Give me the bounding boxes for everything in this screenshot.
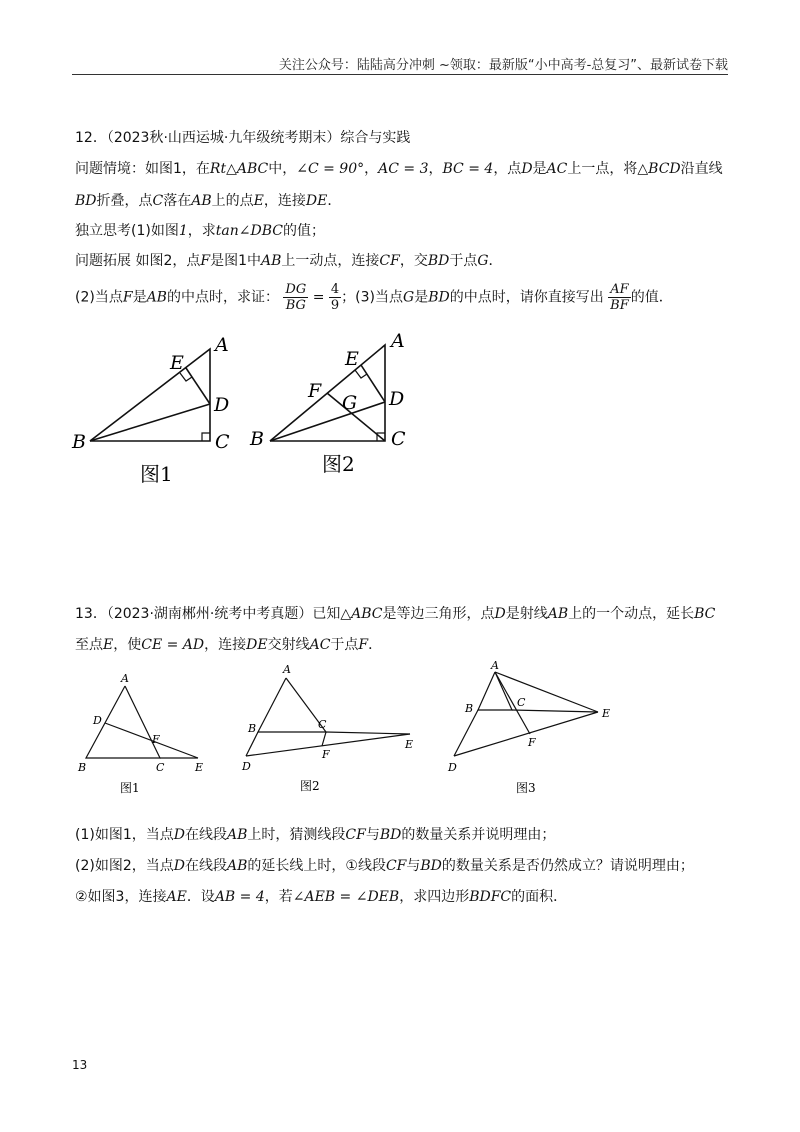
page-header: 关注公众号：陆陆高分冲刺 ~领取：最新版“小中高考-总复习”、最新试卷下载 — [278, 58, 728, 73]
math: △BCD — [637, 161, 681, 177]
math: AC — [309, 637, 331, 653]
label-f: F — [308, 380, 322, 402]
segment-bd — [270, 402, 385, 441]
q13-part1 — [75, 824, 555, 844]
text: (1)如图1，当点 — [75, 827, 174, 843]
caption-fig3: 图3 — [516, 781, 536, 795]
numerator: 4 — [330, 282, 340, 297]
math: BD — [420, 858, 442, 874]
text: ，点 — [493, 161, 522, 177]
caption-fig2: 图2 — [300, 779, 320, 793]
q12-figure-1 — [60, 325, 260, 490]
label-e: E — [602, 707, 611, 720]
text: ． — [488, 253, 503, 269]
q13-title-line — [75, 603, 715, 623]
equals: = — [312, 289, 325, 306]
segment-de — [454, 712, 598, 756]
fraction-dg-bg — [283, 282, 308, 313]
label-d: D — [389, 388, 405, 410]
text: (2)如图2，当点 — [75, 858, 174, 874]
q12-fold-line — [75, 190, 341, 210]
text: 折叠，点 — [96, 193, 153, 209]
label-b: B — [248, 722, 257, 735]
math: AB — [547, 606, 569, 622]
q12-parts23 — [75, 282, 673, 313]
text: ．设 — [186, 889, 215, 905]
text: 上一点，将 — [567, 161, 638, 177]
q12-part1 — [75, 220, 325, 240]
denominator: BF — [610, 298, 629, 313]
caption-fig1: 图1 — [140, 462, 173, 486]
q12-title: 12．（2023秋·山西运城·九年级统考期末）综合与实践 — [75, 130, 411, 146]
label-d: D — [93, 714, 102, 727]
text: 的值． — [630, 289, 673, 306]
math: D — [494, 606, 506, 622]
caption-fig2: 图2 — [322, 452, 355, 476]
math: CF — [385, 858, 407, 874]
math: F — [122, 289, 133, 306]
text: ，求四边形 — [399, 889, 470, 905]
triangle-abc — [258, 678, 326, 732]
caption-fig1: 图1 — [120, 781, 140, 795]
label-a: A — [491, 659, 499, 672]
text: 13．（2023·湖南郴州·统考中考真题）已知 — [75, 606, 341, 622]
label-c: C — [156, 761, 165, 774]
math: BDFC — [469, 889, 512, 905]
math: AB — [191, 193, 212, 209]
text: ；(3)当点 — [341, 289, 403, 306]
text: 独立思考(1)如图 — [75, 223, 179, 239]
text: 是射线 — [505, 606, 548, 622]
header-rule — [72, 74, 728, 75]
math: C — [152, 193, 164, 209]
math: D — [173, 827, 185, 843]
label-e: E — [345, 348, 359, 370]
text: 是图1中 — [210, 253, 261, 269]
text: 的数量关系是否仍然成立？请说明理由； — [441, 858, 694, 874]
math: BD — [428, 289, 450, 306]
math: E — [103, 637, 114, 653]
math: F — [358, 637, 369, 653]
q13-figure-1 — [70, 668, 220, 803]
numerator: AF — [608, 282, 631, 298]
text: 在线段 — [184, 827, 227, 843]
math: Rt△ABC — [209, 161, 269, 177]
text: ，使 — [113, 637, 142, 653]
math: AE — [166, 889, 187, 905]
math: AC = 3 — [378, 161, 429, 177]
text: 至点 — [75, 637, 103, 653]
q13-part2 — [75, 855, 694, 875]
math: BD — [75, 193, 97, 209]
math: CE = AD — [141, 637, 205, 653]
denominator: 9 — [330, 298, 340, 313]
text: 的延长线上时，①线段 — [247, 858, 386, 874]
q13-part2b — [75, 886, 567, 906]
label-a: A — [391, 330, 405, 352]
label-b: B — [72, 431, 86, 453]
label-c: C — [318, 718, 327, 731]
text: 是等边三角形，点 — [382, 606, 495, 622]
text: ，连接 — [204, 637, 247, 653]
math: BC — [694, 606, 716, 622]
text: 上的一个动点，延长 — [568, 606, 695, 622]
text: 的中点时，求证： — [166, 289, 279, 306]
math: D — [521, 161, 533, 177]
text: 问题情境：如图1，在 — [75, 161, 210, 177]
math: DE — [246, 637, 268, 653]
segment-de — [361, 365, 385, 402]
text: (2)当点 — [75, 289, 123, 306]
text: 是 — [532, 161, 547, 177]
label-d: D — [448, 761, 457, 774]
math: AB — [226, 827, 248, 843]
label-d: D — [242, 760, 251, 773]
page-number: 13 — [72, 1058, 88, 1072]
math: BD — [427, 253, 450, 269]
label-a: A — [283, 663, 291, 676]
text: 与 — [365, 827, 380, 843]
text: 落在 — [163, 193, 192, 209]
text: 中， — [268, 161, 297, 177]
text: 的数量关系并说明理由； — [401, 827, 556, 843]
label-c: C — [391, 428, 406, 450]
text: 是 — [132, 289, 147, 306]
text: ，连接 — [263, 193, 306, 209]
text: ，求 — [187, 223, 216, 239]
text: 在线段 — [184, 858, 227, 874]
text: ，若 — [264, 889, 293, 905]
label-a: A — [121, 672, 129, 685]
math: BC = 4 — [442, 161, 494, 177]
text: 于点 — [330, 637, 359, 653]
q13-condition-line — [75, 634, 382, 654]
math: G — [403, 289, 415, 306]
label-b: B — [78, 761, 87, 774]
label-b: B — [250, 428, 264, 450]
text: 交射线 — [267, 637, 310, 653]
label-c: C — [517, 696, 526, 709]
q13-figure-2 — [238, 660, 428, 800]
fraction-4-9 — [329, 282, 341, 313]
text: 上一动点，连接 — [281, 253, 380, 269]
math: G — [477, 253, 489, 269]
ray-acf — [322, 732, 326, 746]
text: ． — [368, 637, 383, 653]
math: AC — [546, 161, 568, 177]
q12-situation-line — [75, 158, 723, 178]
segment-ce — [512, 710, 598, 712]
label-e: E — [405, 738, 414, 751]
math: 1 — [178, 223, 188, 239]
label-d: D — [214, 394, 230, 416]
math: CF — [345, 827, 366, 843]
text: 沿直线 — [680, 161, 723, 177]
triangle-abc — [90, 349, 210, 441]
text: 的值； — [282, 223, 325, 239]
math: AB — [226, 858, 248, 874]
math: AB — [146, 289, 167, 306]
numerator: DG — [285, 282, 307, 297]
segment-ce — [326, 732, 410, 734]
segment-bd — [90, 404, 210, 441]
label-a: A — [215, 334, 229, 356]
text: 的中点时，请你直接写出 — [449, 289, 604, 306]
label-e: E — [195, 761, 204, 774]
math: AB — [261, 253, 282, 269]
text: ． — [327, 193, 342, 209]
math: BD — [379, 827, 402, 843]
text: ， — [364, 161, 379, 177]
math: E — [253, 193, 264, 209]
q12-figure-2 — [245, 325, 445, 490]
text: 上时，猜测线段 — [247, 827, 346, 843]
segment-de — [186, 368, 210, 404]
text: 的面积． — [511, 889, 568, 905]
fraction-af-bf — [608, 282, 631, 313]
text: 上的点 — [211, 193, 254, 209]
label-e: E — [170, 352, 184, 374]
text: 问题拓展 如图2，点 — [75, 253, 201, 269]
q12-extension — [75, 250, 503, 270]
label-g: G — [342, 392, 358, 414]
math: CF — [379, 253, 400, 269]
math: AB = 4 — [214, 889, 265, 905]
right-angle-c — [202, 433, 210, 441]
label-c: C — [215, 431, 230, 453]
triangle-abc — [478, 672, 512, 710]
math: tan∠DBC — [215, 223, 283, 239]
ray-ad — [246, 732, 258, 756]
math: F — [200, 253, 211, 269]
text: ，交 — [399, 253, 428, 269]
q13-figure-3 — [440, 660, 630, 800]
text: ②如图3，连接 — [75, 889, 167, 905]
label-f: F — [528, 736, 536, 749]
label-b: B — [465, 702, 474, 715]
math: ∠AEB = ∠DEB — [292, 889, 400, 905]
math: ∠C = 90° — [296, 161, 365, 177]
math: D — [173, 858, 185, 874]
math: DE — [305, 193, 328, 209]
text: ， — [428, 161, 443, 177]
ray-ad — [454, 710, 478, 756]
math: △ABC — [340, 606, 383, 622]
text: 是 — [414, 289, 429, 306]
label-f: F — [152, 733, 160, 746]
label-f: F — [322, 748, 330, 761]
denominator: BG — [285, 298, 306, 313]
text: 于点 — [449, 253, 478, 269]
text: 与 — [406, 858, 421, 874]
